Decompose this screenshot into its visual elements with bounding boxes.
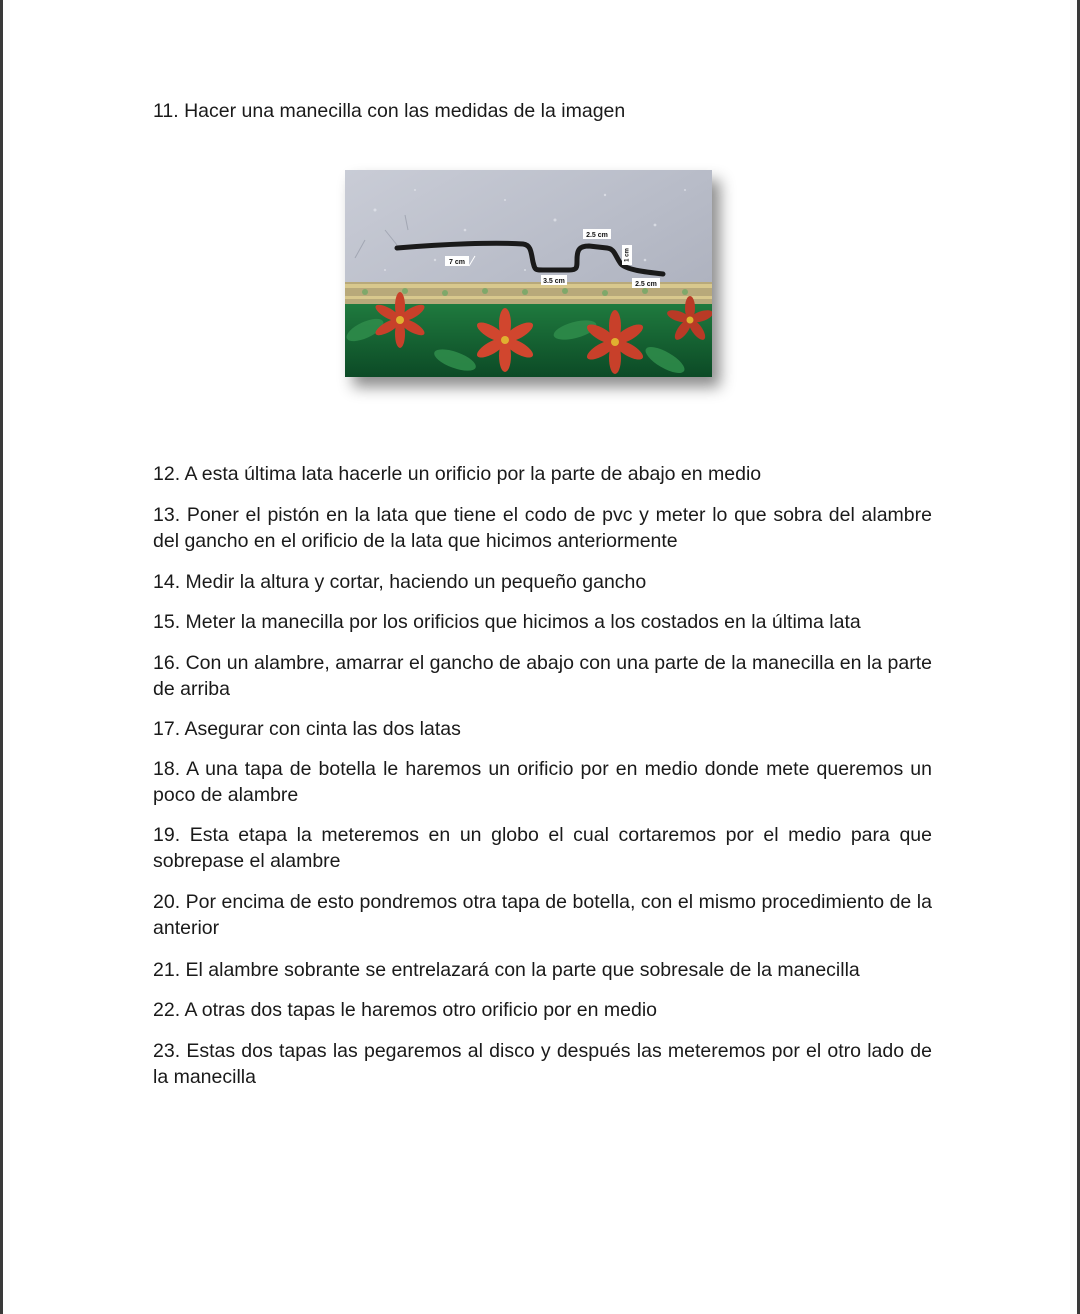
step-14: 14. Medir la altura y cortar, haciendo un pequeño gancho: [153, 571, 647, 593]
step-21: 21. El alambre sobrante se entrelazará con la parte que sobresale de la manecilla: [153, 959, 860, 981]
label-2-5cm-top: [583, 229, 611, 239]
step-16: 16. Con un alambre, amarrar el gancho de abajo con una parte de la manecilla en la parte de arriba: [153, 652, 932, 700]
label-2-5cm-end: [632, 278, 660, 288]
label-3-5cm: [541, 275, 567, 285]
label-1cm: [622, 245, 632, 265]
step-18: 18. A una tapa de botella le haremos un orificio por en medio donde mete queremos un poco de alambre: [153, 758, 932, 806]
step-13: 13. Poner el pistón en la lata que tiene el codo de pvc y meter lo que sobra del alambre del gancho en el orificio de la lata que hicimos anteriormente: [153, 504, 932, 552]
step-17: 17. Asegurar con cinta las dos latas: [153, 718, 461, 740]
svg-text:1 cm: 1 cm: [624, 248, 631, 262]
svg-text:3.5 cm: 3.5 cm: [543, 278, 565, 285]
step-19: 19. Esta etapa la meteremos en un globo el cual cortaremos por el medio para que sobrepase el alambre: [153, 824, 932, 872]
step-20: 20. Por encima de esto pondremos otra tapa de botella, con el mismo procedimiento de la anterior: [153, 891, 932, 939]
svg-text:7 cm: 7 cm: [449, 259, 465, 266]
step-23: 23. Estas dos tapas las pegaremos al disco y después las meteremos por el otro lado de la manecilla: [153, 1040, 932, 1088]
handle-measurement-photo: [345, 170, 712, 377]
step-11: 11. Hacer una manecilla con las medidas de la imagen: [153, 100, 626, 122]
svg-text:2.5 cm: 2.5 cm: [586, 232, 608, 239]
step-12: 12. A esta última lata hacerle un orificio por la parte de abajo en medio: [153, 463, 762, 485]
svg-text:2.5 cm: 2.5 cm: [635, 281, 657, 288]
step-15: 15. Meter la manecilla por los orificios que hicimos a los costados en la última lata: [153, 611, 861, 633]
step-22: 22. A otras dos tapas le haremos otro orificio por en medio: [153, 999, 658, 1021]
